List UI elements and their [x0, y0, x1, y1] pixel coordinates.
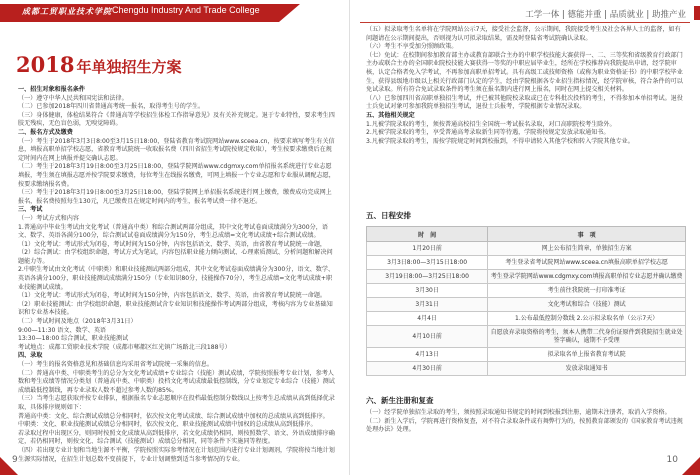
schedule-time-cell: 3月3日8:00—3月15日18:00: [367, 256, 488, 270]
schedule-table: [366, 226, 686, 376]
schedule-time-cell: 4月30日前: [367, 362, 488, 376]
schedule-time-cell: 3月31日: [367, 298, 488, 312]
schedule-item-cell: 考生登录省考试院网站www.sceea.cn填报高职单招学校志愿: [488, 256, 686, 270]
paragraph: （一）遵守中华人民共和国宪法和法律。: [18, 94, 128, 102]
page-number-right: 10: [666, 455, 678, 465]
paragraph: 普通高中类：文化、综合测试成绩总分相同时，依次按文化考试成绩、综合测试成绩中加权的总成绩从高到低排序。: [18, 412, 329, 420]
paragraph: 9:00—11:30 语文、数学、英语: [18, 326, 107, 334]
paragraph: （三）考生于2018年3月19日8:00至3月25日18:00，登陆学院网上单招报名系统进行网上缴费，缴费成功完成网上报名，报名费按照每生130元，凡已缴费且在规定时间内的考生，报名考试费一律不退还。: [18, 189, 332, 205]
schedule-item-cell: 网上公布招生简章，单独招生方案: [488, 242, 686, 256]
paragraph: （六）考生不享受加分照顾政策。: [366, 43, 458, 51]
paragraph: （一）考生于2018年3月3日8:00至3月15日18:00，登陆省教育考试院网站www.sceea.cn，按要求填写考生有关信息，填报高职单招学校志愿，省教育考试院统一收取报名费（四川省招生考试院按规定收取），考生按要求缴费后在规定时间内在网上填报并提交确认志愿。: [18, 137, 335, 162]
paragraph: 1.普通高中毕业生考试由文化考试（普通高中类）和综合测试两部分组成，其中文化考试卷面成绩满分为300分，语文、数学、英语各满分100分，综合测试试卷面成绩满分为150分，考生总成绩=文化考试成绩+综合测试成绩。: [18, 223, 328, 240]
schedule-row: [367, 256, 686, 270]
paragraph: （四）若出现专业计划和当地生源不平衡，学院按照实际参考情况在计划范围内进行专业计划调剂，学院将按当地计划生源实际情况，在招生计划总数不变前提下，专业计划调整到适当参考情况的专业。: [18, 446, 335, 463]
schedule-item-cell: 发放录取通知书: [488, 362, 686, 376]
paragraph: （二）新生入学后，学院再进行资格复查，对不符合录取条件或有舞弊行为的，按照教育部颁发的《国家教育考试违规处理办法》处理。: [366, 417, 683, 434]
schedule-item-cell: 文化考试和综合（技能）测试: [488, 298, 686, 312]
header-slogan: 工学一体 | 德能并重 | 品质就业 | 助推产业: [525, 10, 686, 20]
schedule-header-item: 事 项: [488, 227, 686, 242]
section-heading: 三、考试: [18, 206, 43, 214]
paragraph: 2.中职生考试由文化考试（中职类）和职业技能测试两部分组成，其中文化考试卷面成绩满分为300分，语文、数学、英语各满分100分，职业技能测试成绩满分150分（专业知识80分，技能操作70分），考生总成绩=文化考试成绩+职业技能测试成绩。: [18, 266, 335, 291]
title-text: 年单独招生方案: [76, 58, 182, 76]
paragraph: （二）考生于2018年3月19日8:00至3月25日18:00，登陆学院网站www.cdgmxy.com单招报名系统进行专业志愿填报，考生须在填报志愿并按学院要求缴费，每位考生在线报名缴费，可网上填报一个专业志愿和专业服从调配志愿，按要求缴纳报名费。: [18, 163, 335, 188]
title-year: 2018: [16, 52, 75, 77]
paragraph: （1）文化考试：考试形式为闭卷，考试时间为150分钟，内容包括语文、数学、英语，由省教育考试院统一命题，: [18, 240, 327, 248]
section-heading: 五、其他相关规定: [366, 111, 415, 119]
schedule-row: [367, 312, 686, 326]
paragraph: （2）综合测试：由学校组织命题，考试方式为笔试，内容包括职业能力倾向测试、心理素质测试、分析问题和解决问题能力等。: [18, 249, 333, 265]
paragraph: （一）考生的报名资格意见和基础信息均采用省考试院统一采集的信息。: [18, 361, 213, 368]
schedule-header-time: 时 间: [367, 227, 488, 242]
paragraph: 3.凡被学院录取的考生，需按学院规定时间到校报到，不得申请转入其他学校和转入学院其他专业。: [366, 137, 634, 145]
left-body-text: [18, 86, 336, 464]
schedule-row: [367, 362, 686, 376]
schedule-time-cell: 4月10日前: [367, 326, 488, 348]
schedule-item-cell: 考生登录学院网站www.cdgmxy.com填报高职单招专业志愿并确认缴费: [488, 270, 686, 284]
section6-body: [366, 409, 684, 435]
schedule-time-cell: 4月13日: [367, 348, 488, 362]
header-rule: [360, 22, 690, 23]
paragraph: 考试地点：成都工贸职业技术学院（成都市郫都区红光镇广场路北三段188号）: [18, 343, 231, 351]
schedule-item-cell: 1.公布最低控制分数线 2.公示拟录取名单（公示7天）: [488, 312, 686, 326]
paragraph: （二）考试时间及地点（2018年3月31日）: [18, 318, 137, 326]
schedule-row: [367, 348, 686, 362]
schedule-header-row: [367, 227, 686, 242]
schedule-row: [367, 284, 686, 298]
schedule-time-cell: 3月30日: [367, 284, 488, 298]
paragraph: 13:30—18:00 综合测试、职业技能测试: [18, 335, 129, 343]
college-name-cn: 成都工贸职业技术学院: [22, 6, 112, 16]
paragraph: （二）已参加2018年四川省普通高考统一报名，取得考生号的学生。: [18, 103, 205, 111]
paragraph: （一）考试方式和内容: [18, 214, 79, 222]
paragraph: （三）当考生志愿获取并按专业排队，根据报名专业志愿顺序在投档最低控制分数线以上按考生总成绩从高到低择优录取，具体排序规则如下：: [18, 395, 335, 411]
page-number-left: 9: [12, 455, 18, 465]
schedule-row: [367, 298, 686, 312]
schedule-row: [367, 270, 686, 284]
left-header: [0, 0, 350, 26]
schedule-title: 五、日程安排: [366, 211, 411, 220]
paragraph: 2.凡被学院录取的考生，享受普通高考录取新生同等待遇，学院将按规定发放录取通知书。: [366, 129, 610, 137]
schedule-time-cell: 1月20日前: [367, 242, 488, 256]
schedule-item-cell: 拟录取名单上报省教育考试院: [488, 348, 686, 362]
page-title: [16, 52, 181, 77]
schedule-row: [367, 242, 686, 256]
section-heading: 四、录取: [18, 352, 43, 360]
paragraph: （七）免试：在校期间参加教育部主办或教育部联合主办的中职学校技能大赛获得一、二、三等奖和省级教育行政部门主办或联合主办的全国职业院校技能大赛获得一等奖的中职应届毕业生，经所在学校推荐向我院提出申请，经学院审核，认定合格者免入学考试，不再参加高职单招考试。具有高级工或技师资格（或称为职业资格证书）的中职学校毕业生，获得县级地市级以上相关行政部门认定的学生，经由学院根据各专业招生指标情况，经学院审核，符合条件的可以免试录取。所有符合免试录取条件的考生须在报名期内进行网上报名，同时在网上提交相关材料。: [366, 51, 683, 94]
paragraph: （五）拟录取考生名单将在学院网站公示7天，接受社会监督，公示期间，我院接受考生及社会各界人士的监督，如有问题请在公示期间提出，否则视为认可拟录取结果，需及时登陆省考试院确认录取。: [366, 26, 681, 42]
schedule-item-cell: 自愿放弃录取资格的考生，须本人携带二代身份证原件到我院招生就业处签字确认，逾期不予受理: [488, 326, 686, 348]
corner-decoration: [682, 457, 700, 475]
paragraph: 若录取过程中出现区分，则同时按照文化成绩从高到低排序，若文化成绩仍相同，则按照数学、语文、外语成绩排序确定，若仍相同时，则按文化、综合测试（技能测试）成绩总分相同，同等条件下实施同等程度。: [18, 429, 335, 446]
college-name-en: Chengdu Industry And Trade College: [112, 5, 260, 15]
paragraph: 1.凡被学院录取的考生，须按普通高校招生全国统一考试报名录取，对口高职院校考生除外。: [366, 120, 616, 128]
schedule-row: [367, 326, 686, 348]
paragraph: （二）普通高中类、中职类考生的总分为文化考试成绩+专业综合（技能）测试成绩，学院按照报考专业计划，参考人数和考生成绩等情况分类划（普通高中类、中职类）投档文化考试成绩最低控制线，分专业划定专业综合（技能）测试成绩最低控制线，再专业录取人数不超过参考人数的85%。: [18, 369, 335, 394]
schedule-time-cell: 3月19日8:00—3月25日18:00: [367, 270, 488, 284]
paragraph: （1）文化考试：考试形式为闭卷，考试时间为150分钟，内容包括语文、数学、英语，由省教育考试院统一命题。: [18, 292, 327, 300]
paragraph: 中职类：文化、职业技能测试成绩总分相同时，依次按文化、职业技能测试成绩中加权的总成绩从高到低排序。: [18, 421, 317, 429]
paragraph: （一）经学院单独招生录取的考生，须按照录取通知书规定的时间到校报到注册，逾期未注册者，取消入学资格。: [366, 409, 671, 416]
section-heading: 一、招生对象和报名条件: [18, 86, 86, 93]
right-page: [350, 0, 700, 475]
right-body-text: [366, 26, 684, 146]
section-heading: 二、报名方式及缴费: [18, 128, 73, 136]
paragraph: （三）身体健康，体检结果符合《普通高等学校招生体检工作指导意见》及有关补充规定。退于专业特性，要求考生四肢无残疾，无色盲色弱，无嗅觉障碍。: [18, 111, 335, 128]
schedule-item-cell: 考生前往我院统一打印准考证: [488, 284, 686, 298]
paragraph: （2）职业技能测试：由学校组织命题，职业技能测试含专业知识和技能操作考试两部分组成，考核内容为专业基础知识和专业基本技能。: [18, 300, 333, 317]
schedule-time-cell: 4月4日: [367, 312, 488, 326]
header-tab: [694, 6, 700, 20]
paragraph: （八）已参加四川省高职单独招生考试，并已被其他院校录取或已在专科批次投档的考生，不得参加本单招考试。退役士兵免试对象可参加我院单独招生考试，退役士兵报考，学院根据专业情况录取。: [366, 94, 683, 111]
right-header: [350, 0, 700, 26]
section6-title: 六、新生注册和复查: [366, 396, 434, 405]
